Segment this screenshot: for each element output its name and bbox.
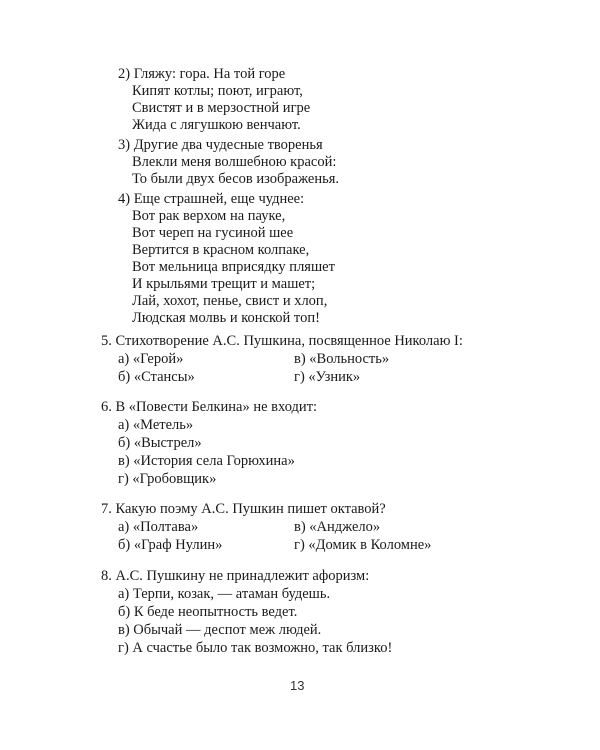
verse-line: Вот мельница вприсядку пляшет (132, 259, 335, 275)
answer-option: б) К беде неопытность ведет. (118, 604, 298, 620)
verse-number-line: 2) Гляжу: гора. На той горе (118, 66, 286, 82)
answer-option: г) А счастье было так возможно, так близко! (118, 640, 393, 656)
answer-option: в) «Анджело» (294, 519, 381, 535)
verse-line: Лай, хохот, пенье, свист и хлоп, (132, 293, 328, 309)
verse-line: Влекли меня волшебною красой: (132, 154, 337, 170)
verse-line: И крыльями трещит и машет; (132, 276, 316, 292)
question-text: 6. В «Повести Белкина» не входит: (101, 399, 318, 415)
answer-option: г) «Узник» (294, 369, 361, 385)
answer-option: а) «Полтава» (118, 519, 199, 535)
page-number: 13 (290, 678, 305, 693)
verse-line: Вот рак верхом на пауке, (132, 208, 286, 224)
answer-option: б) «Стансы» (118, 369, 195, 385)
verse-line: Вертится в красном колпаке, (132, 242, 310, 258)
verse-line: То были двух бесов изображенья. (132, 171, 340, 187)
question-text: 8. А.С. Пушкину не принадлежит афоризм: (101, 568, 370, 584)
verse-line: Свистят и в мерзостной игре (132, 100, 311, 116)
answer-option: а) «Метель» (118, 417, 194, 433)
answer-option: в) «Вольность» (294, 351, 390, 367)
verse-number-line: 4) Еще страшней, еще чуднее: (118, 191, 305, 207)
answer-option: б) «Выстрел» (118, 435, 202, 451)
answer-option: в) Обычай — деспот меж людей. (118, 622, 322, 638)
question-text: 5. Стихотворение А.С. Пушкина, посвященное Николаю I: (101, 333, 463, 349)
verse-line: Жида с лягушкою венчают. (132, 117, 301, 133)
answer-option: в) «История села Горюхина» (118, 453, 295, 469)
verse-number-line: 3) Другие два чудесные творенья (118, 137, 323, 153)
answer-option: г) «Гробовщик» (118, 471, 217, 487)
answer-option: а) Терпи, козак, — атаман будешь. (118, 586, 331, 602)
question-text: 7. Какую поэму А.С. Пушкин пишет октавой? (101, 501, 386, 517)
answer-option: а) «Герой» (118, 351, 184, 367)
verse-line: Кипят котлы; поют, играют, (132, 83, 303, 99)
verse-line: Вот череп на гусиной шее (132, 225, 294, 241)
answer-option: б) «Граф Нулин» (118, 537, 223, 553)
answer-option: г) «Домик в Коломне» (294, 537, 432, 553)
verse-line: Людская молвь и конской топ! (132, 310, 320, 326)
